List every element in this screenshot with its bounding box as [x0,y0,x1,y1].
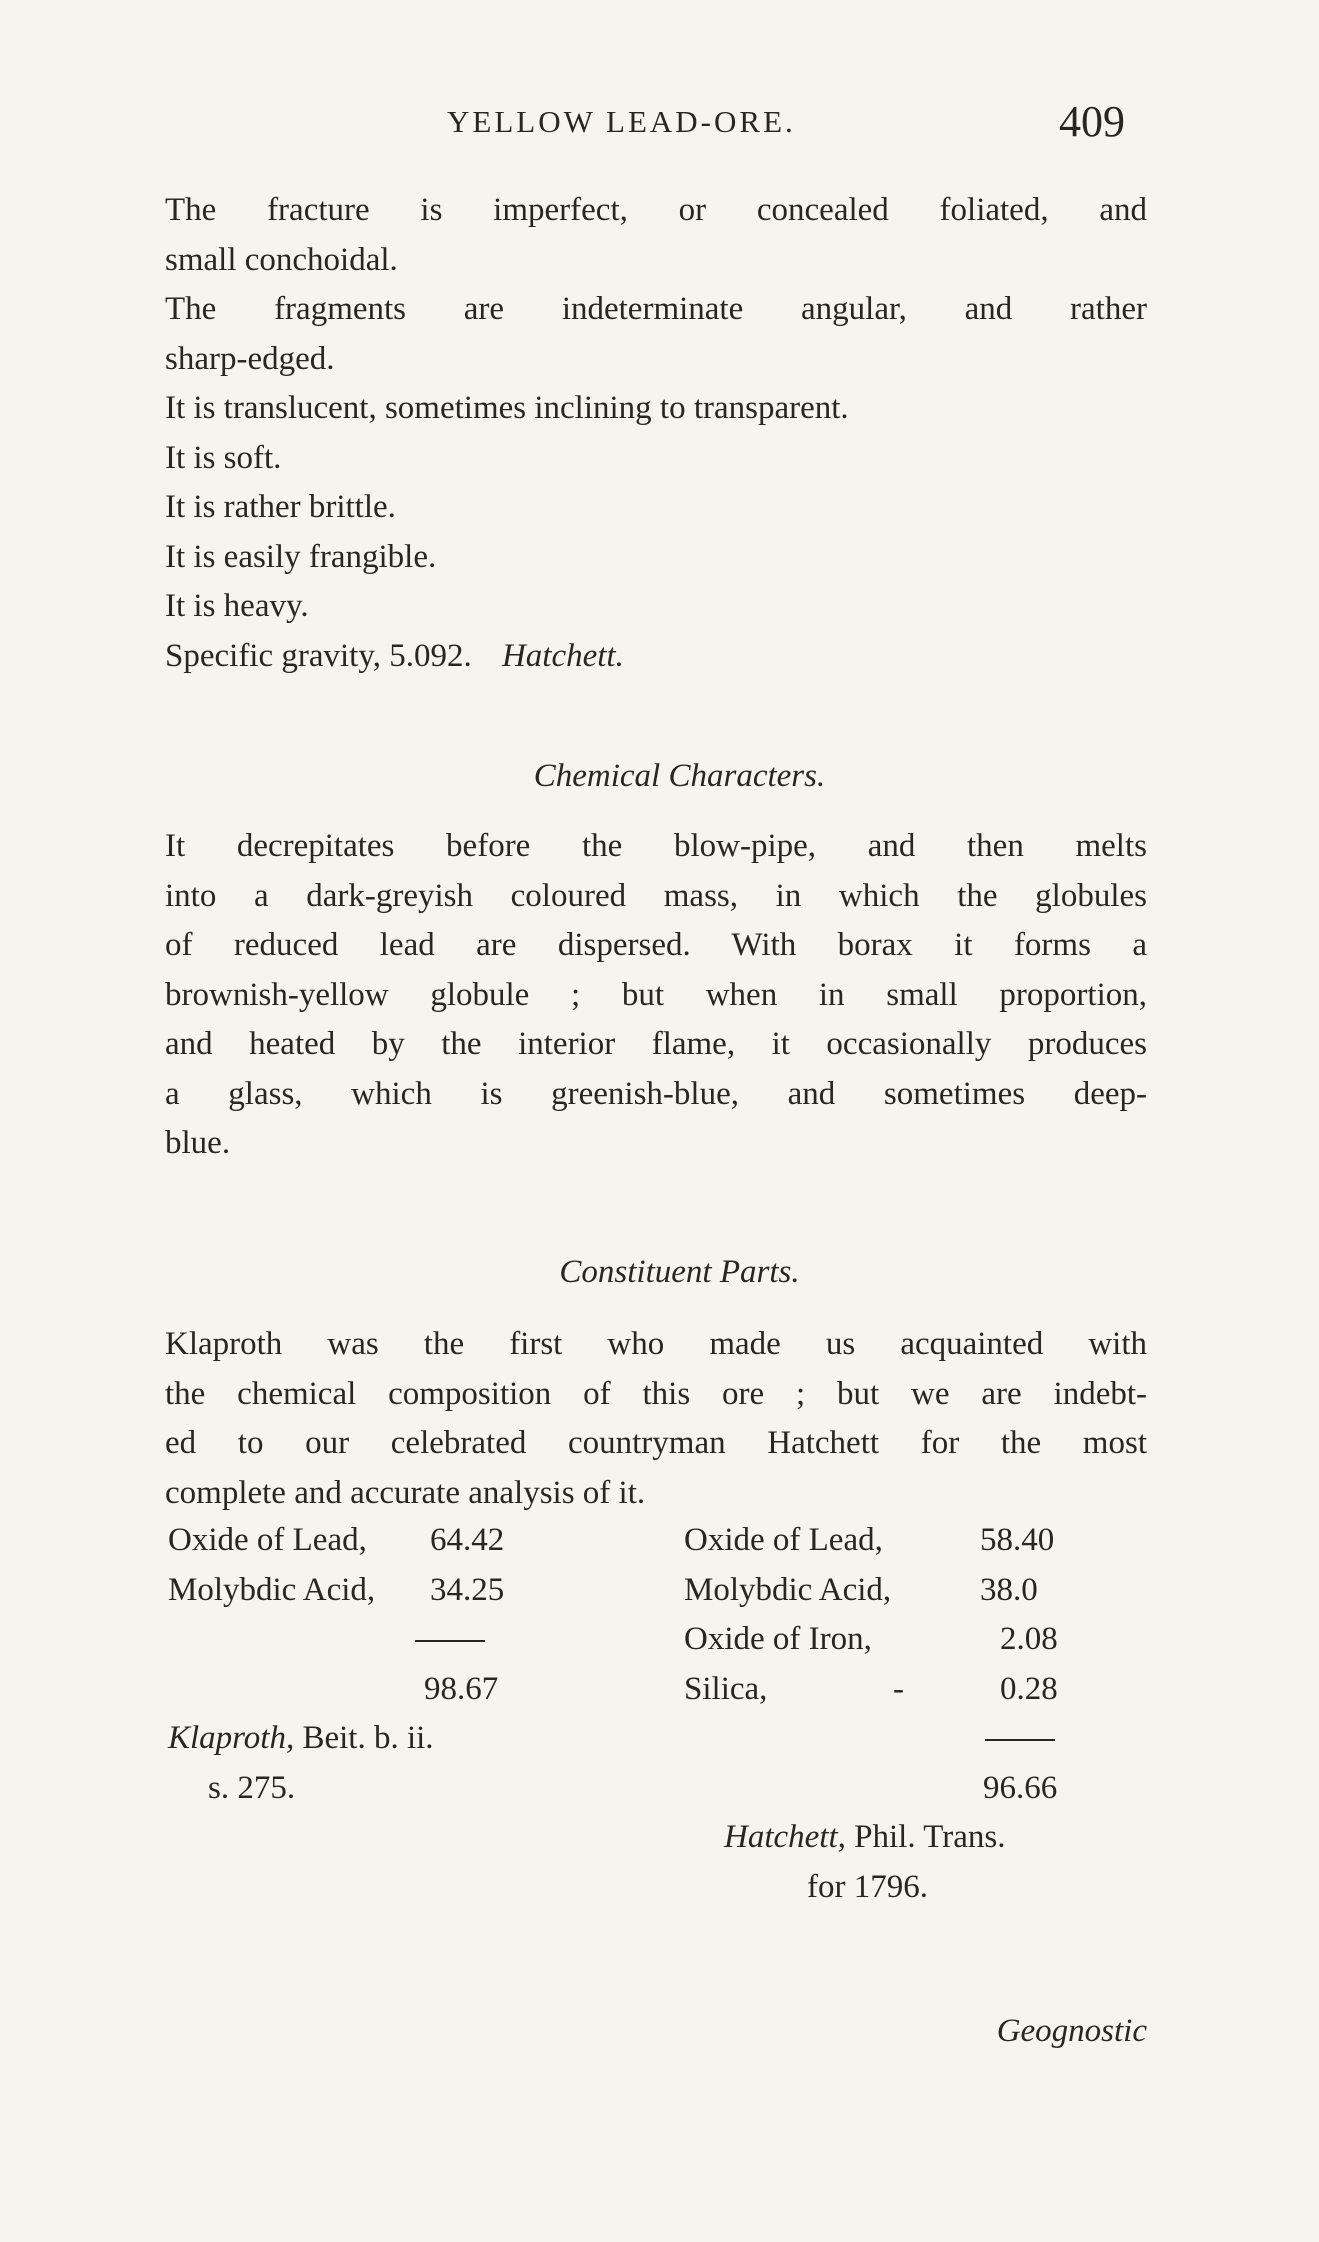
table-row [680,1863,1150,1913]
table-row [680,1665,1150,1715]
text-line: of reduced lead are dispersed. With borax it forms a [165,927,1147,963]
total-value: 98.67 [424,1670,499,1707]
source-citation [724,1813,1005,1863]
component-name: Oxide of Iron, [684,1621,872,1657]
running-head: YELLOW LEAD-ORE. [447,104,796,139]
klaproth-analysis-table [168,1516,618,1813]
component-value: 38.0 [980,1571,1038,1608]
table-row [168,1714,618,1764]
text-line: complete and accurate analysis of it. [165,1474,646,1511]
table-row [680,1813,1150,1863]
component-name: Molybdic Acid, [168,1571,376,1608]
text-line: The fragments are indeterminate angular, and rather [165,291,1147,327]
text-line: and heated by the interior flame, it occasionally produces [165,1026,1147,1062]
text-line: It is rather brittle. [165,489,396,525]
table-row [680,1566,1150,1616]
table-row [168,1665,618,1715]
text-line: the chemical composition of this ore ; but we are indebt- [165,1375,1147,1412]
text-line: blue. [165,1125,231,1161]
component-value: 34.25 [430,1571,505,1608]
component-name: Oxide of Lead, [684,1522,883,1558]
page-header [165,97,1145,154]
source-author: Hatchett, [724,1819,846,1855]
source-ref: Phil. Trans. [854,1819,1006,1855]
component-value: 58.40 [980,1522,1055,1558]
constituent-parts-heading: Constituent Parts. [559,1254,800,1290]
source-ref: Beit. b. ii. [302,1720,434,1756]
table-row [168,1566,618,1616]
chemical-characters-heading: Chemical Characters. [533,758,826,794]
sum-rule [985,1714,1055,1764]
component-name: Oxide of Lead, [168,1522,367,1558]
text-line: sharp-edged. [165,340,335,377]
text-line: brownish-yellow globule ; but when in small proportion, [165,976,1147,1013]
specific-gravity-author: Hatchett. [501,637,624,674]
page-number: 409 [1059,97,1125,146]
dash-leader: - [893,1670,904,1707]
text-line: It is easily frangible. [165,538,437,575]
table-row [680,1516,1150,1566]
table-row [680,1764,1150,1814]
table-row [168,1764,618,1814]
text-line: a glass, which is greenish-blue, and sometimes deep- [165,1075,1147,1112]
chemical-characters [165,822,1147,1169]
table-row [680,1615,1150,1665]
component-value: 64.42 [430,1522,505,1558]
source-author: Klaproth, [168,1720,295,1756]
text-line: ed to our celebrated countryman Hatchett for the most [165,1425,1147,1461]
source-year: for 1796. [807,1868,928,1905]
text-line: The fracture is imperfect, or concealed foliated, and [165,192,1147,228]
constituent-parts [165,1320,1147,1518]
component-name: Molybdic Acid, [684,1571,892,1608]
specific-gravity-label: Specific gravity, 5.092. [165,637,472,674]
text-line: It is translucent, sometimes inclining to transparent. [165,390,849,426]
total-value: 96.66 [983,1769,1058,1806]
table-row [680,1714,1150,1764]
text-line: It decrepitates before the blow-pipe, and then melts [165,828,1147,864]
sum-rule [415,1615,485,1665]
table-row [168,1516,618,1566]
table-row [168,1615,618,1665]
catchword: Geognostic [996,2013,1147,2049]
source-page: s. 275. [208,1769,296,1806]
text-line: It is soft. [165,439,282,476]
source-citation [168,1714,434,1764]
specific-gravity-line [165,632,1147,682]
hatchett-analysis-table [680,1516,1150,1912]
component-name: Silica, [684,1670,768,1707]
text-line: into a dark-greyish coloured mass, in which the globules [165,877,1147,914]
component-value: 0.28 [1000,1670,1058,1707]
text-line: Klaproth was the first who made us acquainted with [165,1326,1147,1362]
component-value: 2.08 [1000,1621,1058,1657]
text-line: small conchoidal. [165,241,398,278]
physical-characters [165,186,1147,681]
text-line: It is heavy. [165,588,309,624]
